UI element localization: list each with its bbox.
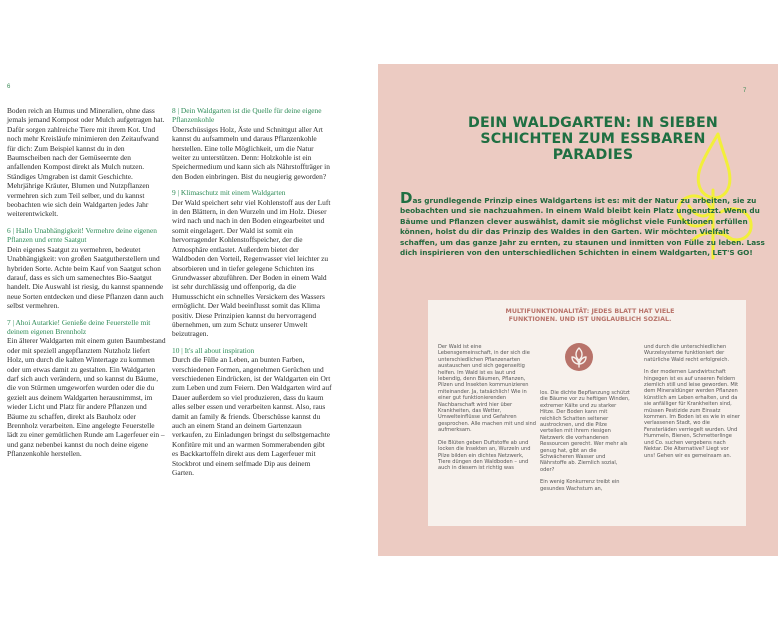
info-box-title: MULTIFUNKTIONALITÄT: JEDES BLATT HAT VIELE FUNKTIONEN. UND IST UNGLAUBLICH SOZIAL.: [505, 308, 675, 323]
section-7: [7, 318, 167, 459]
page-number: 7: [743, 88, 747, 94]
section-heading: 6 | Hallo Unabhängigkeit! Vermehre deine eigenen Pflanzen und ernte Saatgut: [7, 225, 157, 245]
box-paragraph: Die Blüten geben Duftstoffe ab und locken die Insekten an, Wurzeln und Pilze bilden ein dichtes Netzwerk, Tiere düngen den Waldboden – und auch in diesem ist richtig was: [438, 439, 531, 472]
section-body: Überschüssiges Holz, Äste und Schnittgut aller Art kannst du aufsammeln und daraus Pflanzenkohle herstellen. Eine tolle Möglichkeit, um die Natur weiter zu unterstützen. Denn: Holzkohle ist ein Speichermedium und kann sich als Nährstoffträger in den Boden einbringen. Bist du neugierig geworden?: [172, 124, 330, 181]
box-paragraph: Der Wald ist eine Lebensgemeinschaft, in der sich die unterschiedlichen Pflanzenarten austauschen und sich gegenseitig helfen. Im Wald ist es laut und lebendig, denn Bäumen, Pflanzen, Pilzen und Insekten kommunizieren miteinander. Ja, tatsächlich! Wie in einer gut funktionierenden Nachbarschaft wird hier über Krankheiten, das Wetter, Umwelteinflüsse und Gefahren gesprochen. Alle machen mit und sind aufmerksam.: [438, 344, 536, 434]
page-title: DEIN WALDGARTEN: IN SIEBEN SCHICHTEN ZUM ESSBAREN PARADIES: [468, 115, 718, 163]
box-paragraph: und durch die unterschiedlichen Wurzelsysteme funktioniert der natürliche Wald recht erfolgreich.: [644, 344, 730, 363]
intro-paragraph: [400, 189, 765, 258]
section-8: [172, 106, 332, 181]
section-heading: 10 | It's all about inspiration: [172, 345, 255, 355]
section-heading: 7 | Ahoi Autarkie! Genieße deine Feuerstelle mit deinem eigenen Brennholz: [7, 317, 151, 336]
text-column-2: [172, 106, 332, 484]
left-page: [0, 0, 378, 622]
section-body: Ein älterer Waldgarten mit einem guten Baumbestand oder mit speziell angepflanztem Nutzholz liefert Holz, um durch die kalten Wintertage zu kommen oder um etwas damit zu gestalten. Ein Waldgarten darf sich auch verändern, und so kannst du Bäume, die von Stürmen umgeworfen wurden oder die du gezielt aus deinem Waldgarten herausnimmst, im wieder Licht und Platz für andere Pflanzen und Bäume zu schaffen, direkt als Bauholz oder Brennholz verarbeiten. Eine angelegte Feuerstelle lädt zu einer gemütlichen Runde am Lagerfeuer ein – und ganz nebenbei kannst du noch deine eigene Pflanzenkohle herstellen.: [7, 336, 166, 459]
box-column-3: [644, 344, 740, 465]
box-column-1: [438, 344, 536, 478]
section-heading: 8 | Dein Waldgarten ist die Quelle für deine eigene Pflanzenkohle: [172, 106, 322, 125]
section-6: [7, 226, 167, 311]
paragraph: Boden reich an Humus und Mineralien, ohne dass jemals jemand Kompost oder Mulch aufgetragen hat. Dafür sorgen zahlreiche Tiere mit ihrem Kot. Und noch mehr Kreisläufe minimieren den Zeitaufwand für dich: Zum Beispiel kannst du in den Baumscheiben nach der Gemüseernte den anfallenden Kompost direkt als Mulch nutzen. Ständiges Umgraben ist damit Geschichte. Mehrjährige Kräuter, Blumen und Nutzpflanzen vermehren sich zum Teil selber, und du kannst beobachten wie sich dein Waldgarten jedes Jahr weiterentwickelt.: [7, 106, 165, 219]
section-9: [172, 188, 332, 339]
pink-background: [378, 64, 778, 556]
right-page: [378, 0, 778, 622]
drop-cap: D: [400, 189, 413, 207]
section-10: [172, 346, 332, 478]
section-body: Der Wald speichert sehr viel Kohlenstoff aus der Luft in den Blättern, in den Wurzeln und im Holz. Dieser wird nach und nach in den Boden eingearbeitet und somit eingelagert. Der Wald ist somit ein hervorragender Kohlenstoffspeicher, der die Atmosphäre entlastet. Außerdem bietet der Waldboden den Vorteil, Regenwasser viel leichter zu absorbieren und in tiefer gelegene Schichten ins Grundwasser abzuführen. Der Boden in einem Wald ist sehr durchlässig und offenporig, da die Humusschicht ein schnelles Versickern des Wassers ermöglicht. Der Wald beeinflusst somit das Klima positiv. Diese Prinzipien kannst du hervorragend übernehmen, um zum Schutz unserer Umwelt beizutragen.: [172, 197, 331, 339]
info-box: [428, 300, 746, 526]
box-paragraph: Ein wenig Konkurrenz treibt ein gesundes Wachstum an,: [540, 479, 620, 492]
intro-text: as grundlegende Prinzip eines Waldgartens ist es: mit der Natur zu arbeiten, sie zu beobachten und sie nachzuahmen. In einem Wald bleibt kein Platz ungenutzt. Wenn du Bäume und Pflanzen clever auswählst, damit sie möglichst viele Funktionen erfüllen können, holst du dir das Prinzip des Waldes in den Garten. Wir möchten Vielfalt schaffen, um das ganze Jahr zu ernten, zu staunen und inmitten von Fülle zu leben. Lass dich inspirieren von den unterschiedlichen Schichten in einem Waldgarten, LET'S GO!: [400, 196, 765, 258]
leaf-icon: [564, 342, 594, 372]
page-number: 6: [7, 84, 11, 90]
box-column-2: [540, 390, 630, 498]
box-paragraph: los. Die dichte Bepflanzung schützt die Bäume vor zu heftigen Winden, extremer Kälte und zu starker Hitze. Der Boden kann mit reichlich Schatten seltener austrocknen, und die Pilze verteilen mit ihrem riesigen Netzwerk die vorhandenen Ressourcen gerecht. Wer mehr als genug hat, gibt an die Schwächeren Wasser und Nährstoffe ab. Ziemlich sozial, oder?: [540, 390, 630, 473]
box-paragraph: In der modernen Landwirtschaft hingegen ist es auf unseren Feldern ziemlich still und leise geworden. Mit dem Mineraldünger werden Pflanzen künstlich am Leben erhalten, und da sie anfälliger für Krankheiten sind, müssen Pestizide zum Einsatz kommen. Im Boden ist es wie in einer verlassenen Stadt, wo die Fensterläden verriegelt wurden. Und Hummeln, Bienen, Schmetterlinge und Co. suchen vergebens nach Nektar. Die Alternative? Liegt vor uns! Gehen wir es gemeinsam an.: [644, 369, 741, 459]
section-body: Dein eigenes Saatgut zu vermehren, bedeutet Unabhängigkeit: von großen Saatgutherstellern und hybriden Sorte. Achte beim Kauf von Saatgut schon darauf, dass es sich um samenechtes Bio-Saatgut handelt. Die Auswahl ist riesig, du kannst spannende neue Sorten entdecken und diese Pflanzen dann auch selbst vermehren.: [7, 244, 164, 311]
text-column-1: [7, 106, 167, 466]
section-body: Durch die Fülle an Leben, an bunten Farben, verschiedenen Formen, angenehmen Gerüchen und verschiedenen Eindrücken, ist der Waldgarten ein Ort zum Leben und zum Feiern. Den Waldgarten wird auf Dauer außerdem so viel produzieren, dass du kaum alles selber essen und verarbeiten kannst. Also, raus damit an family & friends. Überschüsse kannst du auch an einem Stand an deinem Gartenzaun verkaufen, zu Einladungen bringst du selbstgemachte Konfitüre mit und an warmen Sommerabenden gibt es Backkartoffeln direkt aus dem Lagerfeuer mit Stockbrot und einem selfmade Dip aus deinem Garten.: [172, 355, 332, 478]
section-heading: 9 | Klimaschutz mit einem Waldgarten: [172, 188, 286, 198]
